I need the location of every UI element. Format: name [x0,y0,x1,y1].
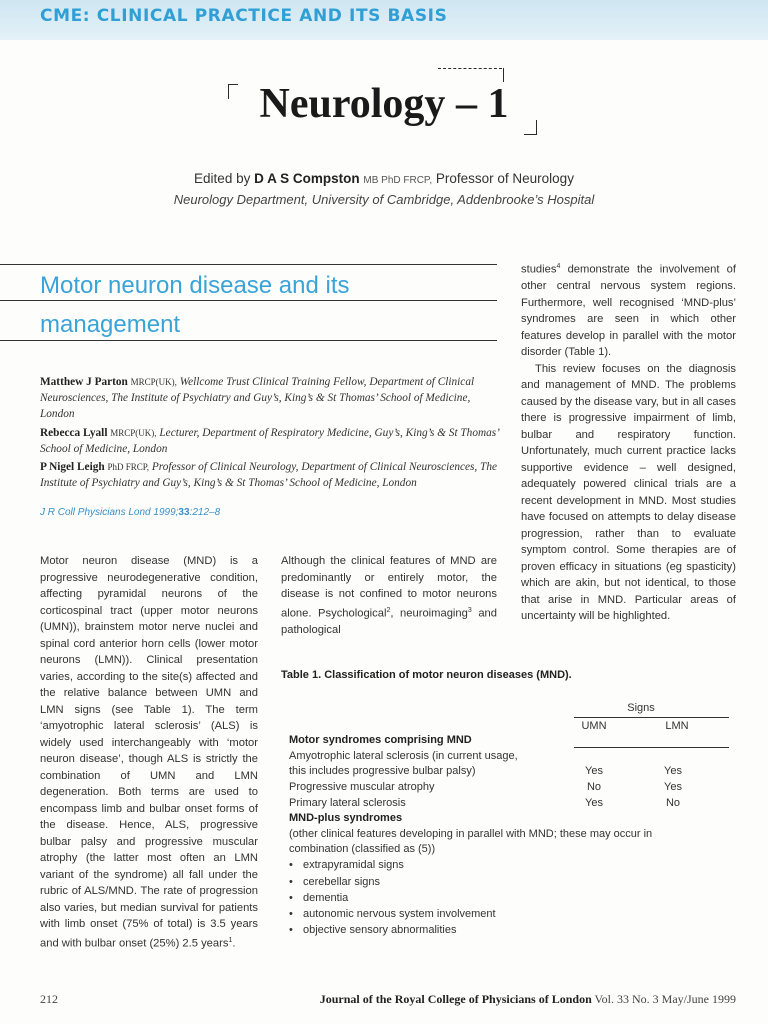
lmn-header: LMN [665,720,689,732]
table-row-label: this includes progressive bulbar palsy) [289,765,476,777]
author-entry [40,425,500,457]
table-header-row [289,700,729,716]
edit-mark-left [228,84,238,99]
journal-reference-year: 1999; [153,507,179,518]
body-text: Motor neuron disease (MND) is a progressive neurodegenerative condition, affecting pyramidal neurons of the corticospinal tract (upper motor neurons (UMN)), brainstem motor nerve nuclei and spinal cord anterior horn cells (lower motor neurons (LMN)). Clinical presentation varies, according to the site(s) affected and the relative balance between UMN and LMN signs (see Table 1). The term ‘amyotrophic lateral sclerosis’ (ALS) is widely used interchangeably with ‘motor neuron disease’, though ALS is strictly the combination of UMN and LMN degeneration. Both terms are used to encompass limb and bulbar onset forms of the disease. Hence, ALS, progressive bulbar palsy and progressive muscular atrophy (the latter most often an LMN variant of the syndrome) all fall under the rubric of ALS/MND. The rate of progression also varies, but median survival for patients with limb onset (75% of total) is 3.5 years and with bulbar onset (25%) 2.5 years [40,555,258,950]
author-name: Matthew J Parton [40,376,128,388]
citation-ref: 2 [386,606,391,614]
table-bullet-item [289,874,729,890]
table-bullet-item [289,857,729,873]
page-title [0,80,768,128]
journal-reference-volume: 33 [178,507,190,518]
page-number: 212 [40,992,58,1006]
body-text: . [232,937,236,950]
page-title-dash: – [455,81,477,127]
edit-mark-top-tick [498,68,504,82]
author-affiliation: Wellcome Trust Clinical Training Fellow, Department of Clinical Neurosciences, The Institute of Psychiatry and Guy’s, King’s & St Thomas’ School of Medicine, London [40,376,475,421]
table-row-label: Progressive muscular atrophy [289,781,435,793]
editor-name: D A S Compston [254,171,360,186]
table-row-label: Primary lateral sclerosis [289,797,406,809]
table-cell-lmn: No [665,797,681,809]
bullet-text: extrapyramidal signs [303,859,404,871]
table-cell-umn: Yes [585,797,603,809]
bullet-text: dementia [303,892,349,904]
table-row [289,795,729,811]
table-title: Table 1. Classification of motor neuron diseases (MND). [281,669,572,681]
bullet-icon: • [289,859,293,871]
bullet-icon: • [289,908,293,920]
article-title [40,266,490,344]
page-title-text: Neurology [259,81,446,127]
table-bullet-item [289,906,729,922]
bullet-text: autonomic nervous system involvement [303,908,496,920]
table-row [289,748,729,764]
author-entry [40,374,500,423]
table-note: combination (classified as (5)) [289,843,436,855]
article-title-line2: management [40,311,181,338]
article-title-line1: Motor neuron disease and its [40,272,350,299]
author-credentials: MRCP(UK), [130,377,177,387]
table-note: (other clinical features developing in parallel with MND; these may occur in [289,828,653,840]
author-list [40,374,500,493]
author-name: P Nigel Leigh [40,461,105,474]
body-paragraph [521,259,736,361]
bullet-icon: • [289,876,293,888]
body-text: , neuroimaging [390,607,468,620]
bullet-icon: • [289,892,293,904]
author-credentials: PhD FRCP, [107,462,150,473]
body-text: and pathological [281,607,498,636]
table-bullet-item [289,890,729,906]
section-banner-text: CME: CLINICAL PRACTICE AND ITS BASIS [40,6,448,26]
table-row [289,779,729,795]
edit-mark-top [438,68,502,77]
citation-ref: 4 [556,263,561,270]
body-column-1 [40,553,258,952]
table-bullet-item [289,922,729,938]
journal-reference [40,507,220,518]
title-rule-top [0,264,497,265]
body-paragraph: This review focuses on the diagnosis and management of MND. The problems caused by the disease vary, but in all cases there is progressive impairment of limb, bulbar and respiratory function. Unfortunately, much current practice lacks supportive evidence – well designed, adequately powered clinical trials are a recent development in MND. Most studies have focused on attempts to delay disease progression, rather than to evaluate symptom control. Some therapies are of proven efficacy in situations (eg spasticity) which are akin, but not identical, to those that arise in MND. Particular areas of uncertainty will be highlighted. [521,362,736,623]
author-name: Rebecca Lyall [40,426,108,439]
table-cell-lmn: Yes [664,781,682,793]
body-text: demonstrate the involvement of other central nervous system regions. Furthermore, well recognised ‘MND-plus’ syndromes are seen in which other features develop in parallel with the motor disorder (Table 1). [521,263,736,359]
footer-journal [320,992,736,1007]
author-affiliation: Professor of Clinical Neurology, Department of Clinical Neurosciences, The Institute of Psychiatry and Guy’s, King’s & St Thomas’ School of Medicine, London [40,461,497,490]
table-cell-lmn: Yes [664,765,682,777]
editor-credentials: MB PhD FRCP, [363,175,433,186]
table-row [289,763,729,779]
journal-reference-name: J R Coll Physicians Lond [40,507,151,518]
signs-header: Signs [627,702,655,714]
footer-journal-name: Journal of the Royal College of Physicians of London [319,992,592,1006]
table-cell-umn: No [586,781,602,793]
body-column-2 [281,553,497,638]
author-affiliation: Lecturer, Department of Respiratory Medicine, Guy’s, King’s & St Thomas’ School of Medicine, London [40,426,499,455]
citation-ref: 1 [228,936,233,944]
journal-reference-pages: :212–8 [189,507,221,518]
body-text: Although the clinical features of MND are predominantly or entirely motor, the disease is not confined to motor neurons alone. Psychological [281,555,497,620]
editor-prefix: Edited by [194,171,251,186]
footer-journal-issue: Vol. 33 No. 3 May/June 1999 [594,992,736,1006]
editor-line [0,171,768,186]
editor-role: Professor of Neurology [435,171,574,186]
author-entry [40,459,500,491]
table-cell-umn: Yes [585,765,603,777]
table-section-heading: MND-plus syndromes [289,812,403,824]
body-column-3 [521,259,736,625]
edit-mark-right [524,120,537,135]
bullet-text: cerebellar signs [303,876,381,888]
body-text: studies [521,263,557,276]
table-section-heading: Motor syndromes comprising MND [289,734,472,746]
umn-header: UMN [581,720,607,732]
page-title-number: 1 [487,81,509,127]
table-row-label: Amyotrophic lateral sclerosis (in current usage, [289,750,518,762]
section-banner [0,0,768,40]
bullet-text: objective sensory abnormalities [303,924,457,936]
citation-ref: 3 [467,606,472,614]
author-credentials: MRCP(UK), [110,427,157,438]
bullet-icon: • [289,924,293,936]
editor-affiliation: Neurology Department, University of Cambridge, Addenbrooke’s Hospital [173,192,595,207]
